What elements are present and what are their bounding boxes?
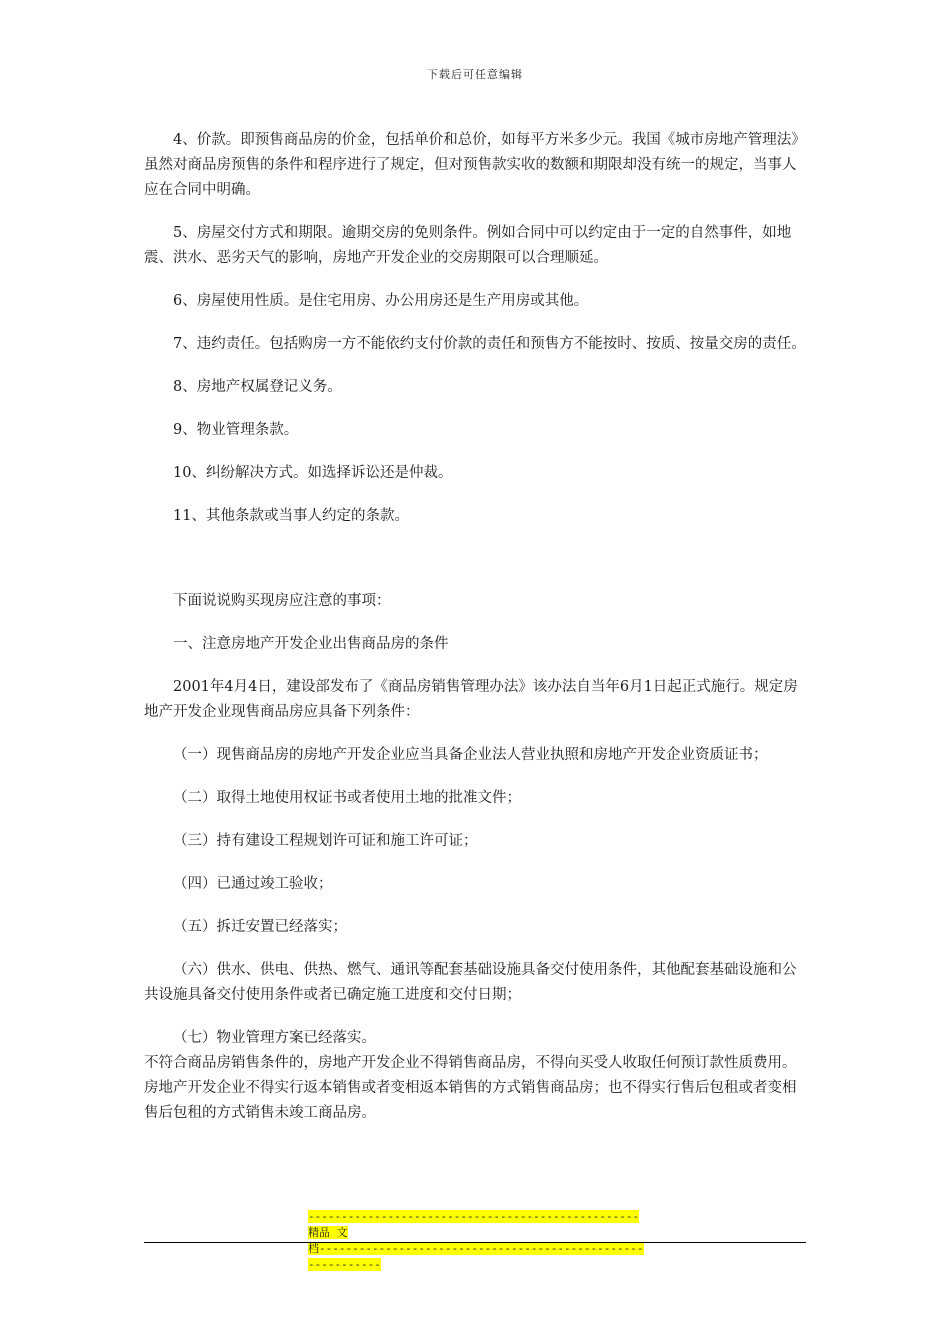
condition-item-5: （五）拆迁安置已经落实； [173,919,347,935]
page-header: 下载后可任意编辑 [427,68,523,81]
footer-divider [144,1242,806,1243]
paragraph-usage: 6、房屋使用性质。是住宅用房、办公用房还是生产用房或其他。 [173,293,589,309]
paragraph-property-mgmt: 9、物业管理条款。 [173,422,299,438]
paragraph-restriction-1: 不符合商品房销售条件的，房地产开发企业不得销售商品房，不得向买受人收取任何预订款性质费用。 [144,1055,797,1071]
footer-watermark-line-1: --------------------------------------------------精品 文 [308,1210,640,1239]
paragraph-restriction-2: 房地产开发企业不得实行返本销售或者变相返本销售的方式销售商品房；也不得实行售后包租或者变相售后包租的方式销售未竣工商品房。 [144,1080,797,1121]
condition-item-3: （三）持有建设工程规划许可证和施工许可证； [173,833,478,849]
paragraph-intro: 下面说说购买现房应注意的事项： [173,593,391,609]
condition-item-6: （六）供水、供电、供热、燃气、通讯等配套基础设施具备交付使用条件，其他配套基础设施和公共设施具备交付使用条件或者已确定施工进度和交付日期； [144,962,797,1003]
paragraph-delivery: 5、房屋交付方式和期限。逾期交房的免则条件。例如合同中可以约定由于一定的自然事件，如地震、洪水、恶劣天气的影响，房地产开发企业的交房期限可以合理顺延。 [144,225,792,266]
paragraph-liability: 7、违约责任。包括购房一方不能依约支付价款的责任和预售方不能按时、按质、按量交房的责任。 [173,336,806,352]
section-heading: 一、注意房地产开发企业出售商品房的条件 [173,636,449,652]
footer-watermark-line-2: 档------------------------------------------------------------ [308,1242,644,1271]
paragraph-other: 11、其他条款或当事人约定的条款。 [173,508,409,524]
paragraph-dispute: 10、纠纷解决方式。如选择诉讼还是仲裁。 [173,465,453,481]
paragraph-regulation: 2001年4月4日，建设部发布了《商品房销售管理办法》该办法自当年6月1日起正式施行。规定房地产开发企业现售商品房应具备下列条件： [144,679,798,720]
condition-item-4: （四）已通过竣工验收； [173,876,333,892]
document-body [144,128,808,1126]
paragraph-price: 4、价款。即预售商品房的价金，包括单价和总价，如每平方米多少元。我国《城市房地产管理法》虽然对商品房预售的条件和程序进行了规定，但对预售款实收的数额和期限却没有统一的规定，当事人应在合同中明确。 [144,132,806,198]
condition-item-2: （二）取得土地使用权证书或者使用土地的批准文件； [173,790,521,806]
condition-item-1: （一）现售商品房的房地产开发企业应当具备企业法人营业执照和房地产开发企业资质证书； [173,747,768,763]
footer-watermark [308,1209,648,1273]
condition-item-7: （七）物业管理方案已经落实。 [173,1030,376,1046]
paragraph-registration: 8、房地产权属登记义务。 [173,379,342,395]
